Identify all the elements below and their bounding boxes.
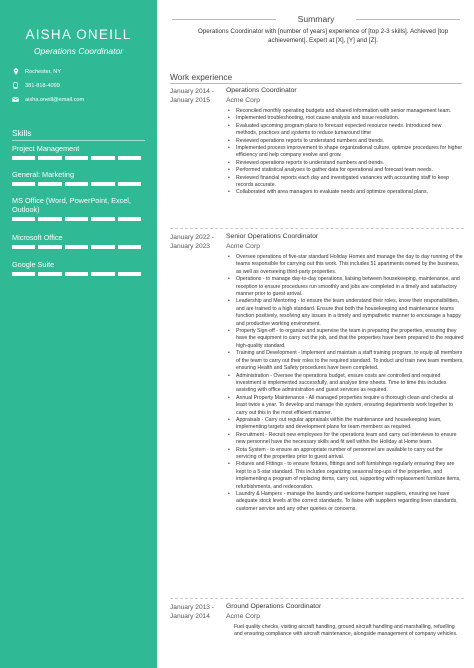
job-description: Fuel quality checks, visiting aircraft handling, ground aircraft handling and marshalling, refuelling and ensuring compliance with aircraft maintenance, alongside management of company vehicles. xyxy=(234,624,458,638)
main-content xyxy=(168,0,464,668)
job-divider xyxy=(170,598,464,599)
job-bullet: • Collaborated with area managers to evaluate needs and optimize operational plans. xyxy=(226,189,464,196)
job-bullet: • Fixtures and Fittings - to ensure fixtures, fittings and soft furnishings regularly ensuring they are kept to a 5-star standard. This includes organizing seasonal top-ups of the properties, and implementing a program of replacing items, carry out, supporting with replacement furniture items, refurbishments, and redecoration. xyxy=(226,461,464,491)
skill-level-bar xyxy=(12,182,152,186)
job-title: Senior Operations Coordinator xyxy=(226,233,319,240)
sidebar xyxy=(0,0,157,668)
job-dates: January 2014 - January 2015 xyxy=(170,88,214,105)
job-bullets xyxy=(226,108,464,197)
skills-heading: Skills xyxy=(12,128,32,138)
contact-location xyxy=(12,68,152,75)
contact-phone xyxy=(12,82,152,89)
candidate-name: AISHA ONEILL xyxy=(25,27,132,42)
skill-level-bar xyxy=(12,245,152,249)
email-icon xyxy=(12,96,19,103)
job-bullet: • Leadership and Mentoring - to ensure the team understand their roles, know their responsibilities, and are trained to a high standard. Ensure that both the housekeeping and maintenance teams function positively, resolving any issues in a timely and sympathetic manner to encourage a happy and productive working environment. xyxy=(226,298,464,328)
job-bullet: • Reviewed financial reports each day and investigated variances with accounting staff to keep records accurate. xyxy=(226,175,464,190)
contact-email-text[interactable]: aisha.oneill@email.com xyxy=(25,96,85,103)
skill-item xyxy=(12,233,152,249)
phone-icon xyxy=(12,82,19,89)
contact-email[interactable] xyxy=(12,96,152,103)
skill-item xyxy=(12,170,152,186)
job-bullet: • Recruitment - Recruit new employees for the operations team and carry out interviews to ensure new personnel have the necessary skills and fit well within the Holiday at Home team. xyxy=(226,432,464,447)
job-bullet: • Evaluated upcoming program plans to forecast expected resource needs. Introduced new methods, practices and systems to reduce turnaround time xyxy=(226,123,464,138)
contact-phone-text: 381-818-4099 xyxy=(25,82,60,89)
job-bullet: • Implemented troubleshooting, root cause analysis and issue resolution. xyxy=(226,115,464,122)
job-bullet: • Performed statistical analyses to gather data for operational and forecast team needs. xyxy=(226,167,464,174)
job-bullet: • Operations - to manage day-to-day operations, liaising between housekeeping, maintenance, and reception to ensure procedures run smoothly and jobs are completed in a timely and satisfactory manner prior to guest arrival. xyxy=(226,276,464,298)
candidate-title: Operations Coordinator xyxy=(33,46,124,56)
location-pin-icon xyxy=(12,68,19,75)
job-title: Operations Coordinator xyxy=(226,87,297,94)
job-bullet: • Reconciled monthly operating budgets and shared information with senior management team. xyxy=(226,108,464,115)
skill-item xyxy=(12,260,152,276)
job-company: Acme Corp xyxy=(226,97,260,104)
job-dates: January 2022 - January 2023 xyxy=(170,234,214,251)
skill-name: Microsoft Office xyxy=(12,233,63,242)
work-experience-heading: Work experience xyxy=(170,72,233,82)
skill-level-bar xyxy=(12,217,152,221)
skill-level-bar xyxy=(12,272,152,276)
job-bullet: • Laundry & Hampers - manage the laundry and welcome hamper suppliers, ensuring we have adequate stock levels at the correct standards. To liaise with suppliers regarding linen standards, customer service and any other queries or concerns. xyxy=(226,491,464,513)
skill-name: Google Suite xyxy=(12,260,55,269)
contact-location-text: Rochester, NY xyxy=(25,68,62,75)
job-bullet: • Training and Development - Implement and maintain a staff training program, to equip all members of the team to carry out their roles to the required standard. To induct and train new team members, ensuring Health and Safety procedures have been completed. xyxy=(226,350,464,372)
skill-level-bar xyxy=(12,156,152,160)
job-bullet: • Reviewed operations reports to understand numbers and trends. xyxy=(226,138,464,145)
job-bullet: • Property Sign-off - to organize and supervise the team in preparing the properties, ensuring they have the equipment to carry out the job, and that the properties have been prepared to the required high-quality standard. xyxy=(226,328,464,350)
job-bullet: • Annual Property Maintenance - All managed properties require a thorough clean and checks at least twice a year. To develop and manage this system, ensuring departments work together to carry out this in the most efficient manner. xyxy=(226,395,464,417)
skill-name: General: Marketing xyxy=(12,170,75,179)
work-experience-divider xyxy=(170,83,462,84)
summary-heading: Summary xyxy=(168,14,464,24)
skills-divider xyxy=(12,140,145,141)
skill-item xyxy=(12,144,152,160)
job-bullet: • Administration - Oversee the operations budget, ensure costs are controlled and required investment is implemented successfully, and analyse time sheets. Time to time this includes assisting with office administration and guest services as required. xyxy=(226,373,464,395)
skill-item xyxy=(12,196,152,221)
job-divider xyxy=(170,228,464,229)
job-bullet: • Implemented process improvement to shape organizational culture, optimize procedures for higher efficiency and help company evolve and grow. xyxy=(226,145,464,160)
job-title: Ground Operations Coordinator xyxy=(226,603,322,610)
job-bullets xyxy=(226,254,464,513)
skill-name: MS Office (Word, PowerPoint, Excel, Outlook) xyxy=(12,196,131,214)
job-bullet: • Appraisals - Carry out regular appraisals within the maintenance and housekeeping team, implementing targets and development plans for team members as required. xyxy=(226,417,464,432)
summary-text: Operations Coordinator with [number of years] experience of [top 2-3 skills]. Achieved [top achievement]. Expert at [X], [Y] and [Z]. xyxy=(197,28,449,44)
job-company: Acme Corp xyxy=(226,243,260,250)
job-company: Acme Corp xyxy=(226,613,260,620)
job-bullet: • Oversee operations of five-star standard Holiday Homes and manage the day to day running of the teams responsible for carrying out this work. This includes 51 apartments owned by the business, as well as overseeing third-party properties. xyxy=(226,254,464,276)
job-bullet: • Reviewed operations reports to understand numbers and trends. xyxy=(226,160,464,167)
skill-name: Project Management xyxy=(12,144,80,153)
job-dates: January 2013 - January 2014 xyxy=(170,604,214,621)
job-bullet: • Rota System - to ensure an appropriate number of personnel are available to carry out the servicing of the properties prior to guest arrival. xyxy=(226,447,464,462)
